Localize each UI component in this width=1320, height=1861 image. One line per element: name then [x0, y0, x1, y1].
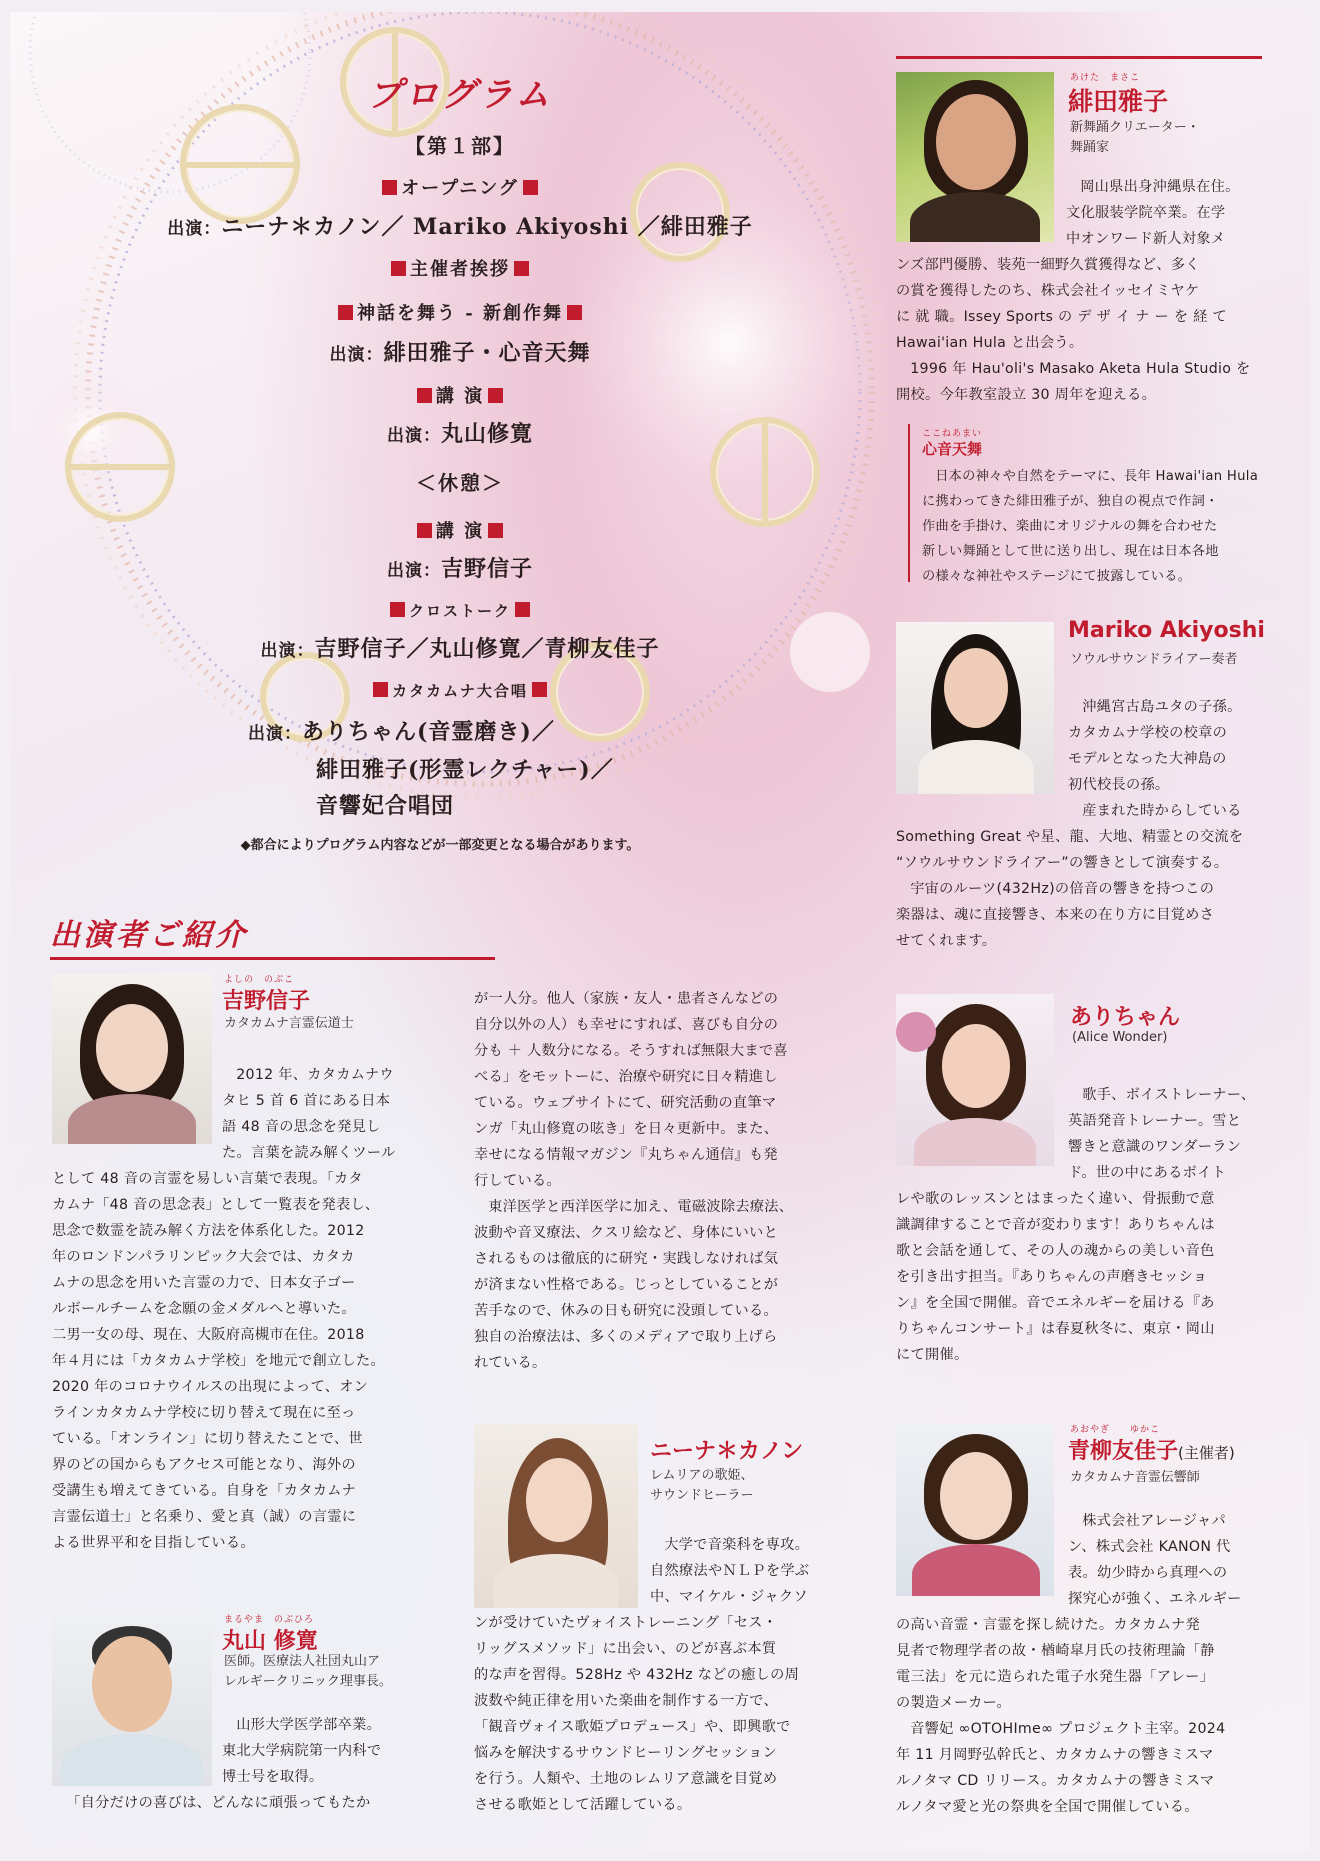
bio-line: 苦手なので、休みの日も研究に没頭している。 [474, 1303, 778, 1319]
bio-line: Hawai'ian Hula と出会う。 [896, 335, 1084, 351]
bio-line: 株式会社アレージャパ [1082, 1513, 1226, 1529]
performers-chorus [248, 714, 614, 824]
bio-yoshino [52, 1062, 434, 1556]
section-heading: クロストーク [408, 602, 511, 620]
performer-role-akita [1070, 118, 1200, 158]
bio-line: 年のロンドンパラリンピック大会では、カタカ [52, 1249, 355, 1265]
performers-lecture-1 [70, 417, 850, 448]
bio-line: カムナ「48 音の思念表」として一覧表を発表し、 [52, 1197, 380, 1213]
square-icon [390, 602, 405, 617]
section-crosstalk [70, 600, 850, 621]
bio-akita [896, 174, 1276, 408]
square-icon [488, 523, 503, 538]
bio-line: 分も ＋ 人数分になる。そうすれば無限大まで喜 [474, 1043, 788, 1059]
bio-line: 歌と会話を通して、その人の魂からの美しい音色 [896, 1243, 1215, 1259]
role-line: サウンドヒーラー [650, 1488, 754, 1503]
bio-line: が一人分。他人（家族・友人・患者さんなどの [474, 991, 779, 1007]
bio-line: ン』を全国で開催。音でエネルギーを届ける『あ [896, 1295, 1215, 1311]
bio-line: 年 11 月岡野弘幹氏と、カタカムナの響きミスマ [896, 1747, 1214, 1763]
performer-name-nina: ニーナ＊カノン [650, 1439, 804, 1464]
section-heading: オープニング [401, 178, 519, 199]
bio-line: 山形大学医学部卒業。 [236, 1717, 382, 1733]
square-icon [338, 305, 353, 320]
bio-line: モデルとなった大神島の [1068, 751, 1227, 767]
performer-role-mariko: ソウルサウンドライアー奏者 [1070, 652, 1238, 667]
bio-line: た。言葉を読み解くツール [222, 1145, 396, 1161]
bio-line: 沖縄宮古島ユタの子孫。 [1082, 699, 1242, 715]
bio-line: せてくれます。 [896, 933, 997, 949]
program-title: プログラム [367, 75, 553, 115]
bio-line: “ソウルサウンドライアー”の響きとして演奏する。 [896, 855, 1229, 871]
group-line: の様々な神社やステージにて披露している。 [922, 569, 1192, 584]
bio-line: ド。世の中にあるボイト [1068, 1165, 1227, 1181]
bio-aoyagi [896, 1508, 1276, 1820]
square-icon [532, 682, 547, 697]
performer-role-arichan: (Alice Wonder) [1072, 1030, 1168, 1045]
bio-line: 識調律することで音が変わります！ありちゃんは [896, 1217, 1215, 1233]
group-rule [908, 424, 910, 582]
performers-label: 出演： [248, 724, 302, 744]
section-greeting [70, 255, 850, 281]
group-text [922, 464, 1282, 589]
program-note: ◆都合によりプログラム内容などが一部変更となる場合があります。 [240, 838, 640, 853]
square-icon [514, 261, 529, 276]
bio-line: 「自分だけの喜びは、どんなに頑張ってもたか [66, 1795, 371, 1811]
bio-line: 言霊伝道士」と名乗り、愛と真（誠）の言霊に [52, 1509, 357, 1525]
group-ruby: ここねあまい [922, 429, 983, 439]
name-ruby: あおやぎ ゆかこ [1070, 1425, 1161, 1435]
performers-label: 出演： [386, 561, 441, 581]
name-text: 青柳友佳子 [1068, 1439, 1179, 1464]
section-heading: 主催者挨拶 [410, 259, 510, 280]
performer-name-akita: 緋田雅子 [1068, 87, 1169, 116]
bio-line: 中、マイケル・ジャクソ [650, 1589, 808, 1605]
bio-line: ルボールチームを念願の金メダルへと導いた。 [52, 1301, 356, 1317]
bio-line: 楽器は、魂に直接響き、本来の在り方に目覚めさ [896, 907, 1215, 923]
group-line: 日本の神々や自然をテーマに、長年 Hawai'ian Hula [935, 469, 1259, 484]
section-dance [70, 299, 850, 325]
bio-line: を行う。人類や、土地のレムリア意識を目覚め [474, 1771, 778, 1787]
bio-line: タヒ 5 首 6 首にある日本 [222, 1093, 391, 1109]
group-line: に携わってきた緋田雅子が、独自の視点で作詞・ [922, 494, 1219, 509]
section-opening [70, 174, 850, 200]
role-line: レムリアの歌姫、 [650, 1468, 754, 1483]
section-lecture-1 [70, 382, 850, 408]
square-icon [515, 602, 530, 617]
bio-line: 2020 年のコロナウイルスの出現によって、オン [52, 1379, 369, 1395]
bio-line: 自分以外の人）も幸せにすれば、喜びも自分の [474, 1017, 779, 1033]
bio-nina [474, 1532, 860, 1818]
bio-line: 波数や純正律を用いた楽曲を制作する一方で、 [474, 1693, 778, 1709]
bio-line: 思念で数霊を読み解く方法を体系化した。2012 [52, 1223, 365, 1239]
role-line: 医師。医療法人社団丸山ア [224, 1654, 381, 1669]
bio-line: に 就 職。Issey Sports の デ ザ イ ナ ー を 経 て [896, 309, 1227, 325]
bio-line: ている。「オンライン」に切り替えたことで、世 [52, 1431, 363, 1447]
bio-maruyama-cont [474, 986, 860, 1376]
bio-line: ンズ部門優勝、装苑一細野久賞獲得など、多く [896, 257, 1200, 273]
bio-line: されるものは徹底的に研究・実践しなければ気 [474, 1251, 779, 1267]
bio-mariko [896, 694, 1276, 954]
performer-role-maruyama [224, 1652, 392, 1692]
performers-line: 音響妃合唱団 [316, 793, 455, 819]
bio-line: 博士号を取得。 [222, 1769, 324, 1785]
name-ruby: よしの のぶこ [224, 975, 295, 985]
bio-line: 岡山県出身沖縄県在住。 [1080, 179, 1240, 195]
bio-line: 表。幼少時から真理への [1068, 1565, 1228, 1581]
performers-names: 丸山修寛 [440, 421, 533, 447]
bio-line: ンが受けていたヴォイストレーニング「セス・ [474, 1615, 778, 1631]
bio-line: 探究心が強く、エネルギー [1068, 1591, 1242, 1607]
bio-line: 響きと意識のワンダーラン [1068, 1139, 1242, 1155]
performers-dance [70, 336, 850, 367]
flyer-page [10, 12, 1310, 1851]
bio-line: れている。 [474, 1355, 547, 1371]
bio-line: 産まれた時からしている [1082, 803, 1242, 819]
bio-line: 二男一女の母、現在、大阪府高槻市在住。2018 [52, 1327, 365, 1343]
program-part: 【第１部】 [405, 134, 515, 158]
performer-name-mariko: Mariko Akiyoshi [1068, 618, 1265, 643]
square-icon [488, 388, 503, 403]
bio-line: 的な声を習得。528Hz や 432Hz などの癒しの周 [474, 1667, 800, 1683]
bio-line: ている。ウェブサイトにて、研究活動の直筆マ [474, 1095, 777, 1111]
square-icon [523, 180, 538, 195]
square-icon [417, 523, 432, 538]
bio-line: べる」をモットーに、治療や研究に日々精進し [474, 1069, 778, 1085]
bio-line: 幸せになる情報マガジン『丸ちゃん通信』も発 [474, 1147, 778, 1163]
section-break: ＜休憩＞ [416, 471, 504, 495]
bio-line: レや歌のレッスンとはまったく違い、骨振動で意 [896, 1191, 1215, 1207]
group-name: 心音天舞 [922, 440, 983, 458]
square-icon [382, 180, 397, 195]
bio-maruyama [52, 1712, 434, 1816]
section-lecture-2 [70, 517, 850, 543]
name-suffix: (主催者) [1178, 1444, 1235, 1462]
performers-label: 出演： [260, 641, 315, 661]
section-heading: カタカムナ大合唱 [392, 682, 528, 700]
top-rule [896, 56, 1262, 59]
bio-line: 1996 年 Hau'oli's Masako Aketa Hula Studio を [910, 361, 1251, 377]
bio-line: 界のどの国からもアクセス可能となり、海外の [52, 1457, 356, 1473]
role-line: 舞踊家 [1070, 140, 1110, 155]
square-icon [391, 261, 406, 276]
bio-line: 行している。 [474, 1173, 561, 1189]
bio-line: ルノタマ CD リリース。カタカムナの響きミスマ [896, 1773, 1215, 1789]
bio-line: 見者で物理学者の故・楢崎皐月氏の技術理論「静 [896, 1643, 1215, 1659]
bio-line: ルノタマ愛と光の祭典を全国で開催している。 [896, 1799, 1199, 1815]
bio-line: 独自の治療法は、多くのメディアで取り上げら [474, 1329, 778, 1345]
performers-names: ニーナ＊カノン／ Mariko Akiyoshi ／緋田雅子 [221, 214, 753, 240]
performers-names: 吉野信子／丸山修寛／青柳友佳子 [314, 636, 660, 662]
bio-line: 自然療法やＮＬＰを学ぶ [650, 1563, 810, 1579]
bio-line: させる歌姫として活躍している。 [474, 1797, 692, 1813]
performers-intro-title: 出演者ご紹介 [50, 918, 248, 953]
name-ruby: まるやま のぶひろ [224, 1615, 315, 1625]
bio-line: 英語発音トレーナー。雪と [1068, 1113, 1242, 1129]
section-heading: 講 演 [435, 386, 485, 407]
bio-line: ラインカタカムナ学校に切り替えて現在に至っ [52, 1405, 356, 1421]
bio-line: にて開催。 [896, 1347, 969, 1363]
square-icon [417, 388, 432, 403]
bio-line: ンガ「丸山修寛の呟き」を日々更新中。また、 [474, 1121, 779, 1137]
performer-role-yoshino: カタカムナ言霊伝道士 [224, 1016, 354, 1031]
performers-line: 緋田雅子(形霊レクチャー)／ [316, 757, 614, 783]
performer-role-nina [650, 1466, 753, 1506]
title-rule [50, 957, 495, 960]
bio-line: 年４月には「カタカムナ学校」を地元で創立した。 [52, 1353, 385, 1369]
performer-name-yoshino: 吉野信子 [222, 989, 311, 1014]
performers-line: ありちゃん(音霊磨き)／ [302, 719, 555, 745]
bio-line: 2012 年、カタカムナウ [236, 1067, 394, 1083]
glyph-bar [180, 162, 300, 168]
bio-line: 波動や音叉療法、クスリ絵など、身体にいいと [474, 1225, 779, 1241]
bio-line: 東洋医学と西洋医学に加え、電磁波除去療法、 [488, 1199, 794, 1215]
performer-name-aoyagi [1068, 1434, 1235, 1465]
section-heading: 神話を舞う - 新創作舞 [356, 303, 563, 324]
performers-lecture-2 [70, 552, 850, 583]
name-ruby: あけた まさこ [1070, 73, 1141, 83]
section-heading: 講 演 [435, 521, 485, 542]
bio-line: 宇宙のルーツ(432Hz)の倍音の響きを持つこの [910, 881, 1215, 897]
bio-line: の高い音霊・言霊を探し続けた。カタカムナ発 [896, 1617, 1200, 1633]
bio-line: 大学で音楽科を専攻。 [664, 1537, 810, 1553]
bio-line: の賞を獲得したのち、株式会社イッセイミヤケ [896, 283, 1200, 299]
square-icon [373, 682, 388, 697]
bio-line: 初代校長の孫。 [1068, 777, 1170, 793]
performer-name-maruyama: 丸山 修寛 [222, 1629, 318, 1654]
bio-line: 東北大学病院第一内科で [222, 1743, 382, 1759]
bio-line: 受講生も増えてきている。自身を「カタカムナ [52, 1483, 356, 1499]
bio-line: 歌手、ボイストレーナー、 [1082, 1087, 1256, 1103]
bio-line: リッグスメソッド」に出会い、のどが喜ぶ本質 [474, 1641, 777, 1657]
bio-line: として 48 音の言霊を易しい言葉で表現。「カタ [52, 1171, 363, 1187]
section-chorus [70, 680, 850, 701]
bio-line: ン、株式会社 KANON 代 [1068, 1539, 1231, 1555]
bio-line: が済まない性格である。じっとしていることが [474, 1277, 779, 1293]
bio-line: 語 48 音の思念を発見し [222, 1119, 381, 1135]
bio-line: ムナの思念を用いた言霊の力で、日本女子ゴー [52, 1275, 356, 1291]
performers-crosstalk [70, 632, 850, 663]
bio-line: を引き出す担当。『ありちゃんの声磨きセッショ [896, 1269, 1208, 1285]
bio-line: よる世界平和を目指している。 [52, 1535, 255, 1551]
role-line: 新舞踊クリエーター・ [1070, 120, 1200, 135]
bio-line: 音響妃 ∞OTOHIme∞ プロジェクト主宰。2024 [910, 1721, 1226, 1737]
bio-line: 中オンワード新人対象メ [1066, 231, 1226, 247]
performer-name-arichan: ありちゃん [1070, 1005, 1181, 1030]
bio-line: Something Great や星、龍、大地、精霊との交流を [896, 829, 1244, 845]
role-line: レルギークリニック理事長。 [224, 1674, 392, 1689]
bio-line: 文化服装学院卒業。在学 [1066, 205, 1226, 221]
performers-names: 吉野信子 [440, 556, 533, 582]
bio-line: りちゃんコンサート』は春夏秋冬に、東京・岡山 [896, 1321, 1215, 1337]
performers-names: 緋田雅子・心音天舞 [383, 340, 591, 366]
performers-label: 出演： [329, 345, 384, 365]
bio-line: カタカムナ学校の校章の [1068, 725, 1228, 741]
performers-opening [70, 210, 850, 241]
performers-label: 出演： [386, 426, 441, 446]
performer-role-aoyagi: カタカムナ音霊伝響師 [1070, 1470, 1200, 1485]
bio-line: 「観音ヴォイス歌姫プロデュース」や、即興歌で [474, 1719, 791, 1735]
bio-line: 悩みを解決するサウンドヒーリングセッション [474, 1745, 778, 1761]
performers-label: 出演： [167, 219, 222, 239]
group-line: 新しい舞踊として世に送り出し、現在は日本各地 [922, 544, 1219, 559]
bio-line: 開校。今年教室設立 30 周年を迎える。 [896, 387, 1157, 403]
bio-line: 電三法」を元に造られた電子水発生器「アレー」 [896, 1669, 1215, 1685]
group-line: 作曲を手掛け、楽曲にオリジナルの舞を合わせた [922, 519, 1218, 534]
square-icon [567, 305, 582, 320]
bio-line: の製造メーカー。 [896, 1695, 1012, 1711]
bio-arichan [896, 1082, 1276, 1368]
